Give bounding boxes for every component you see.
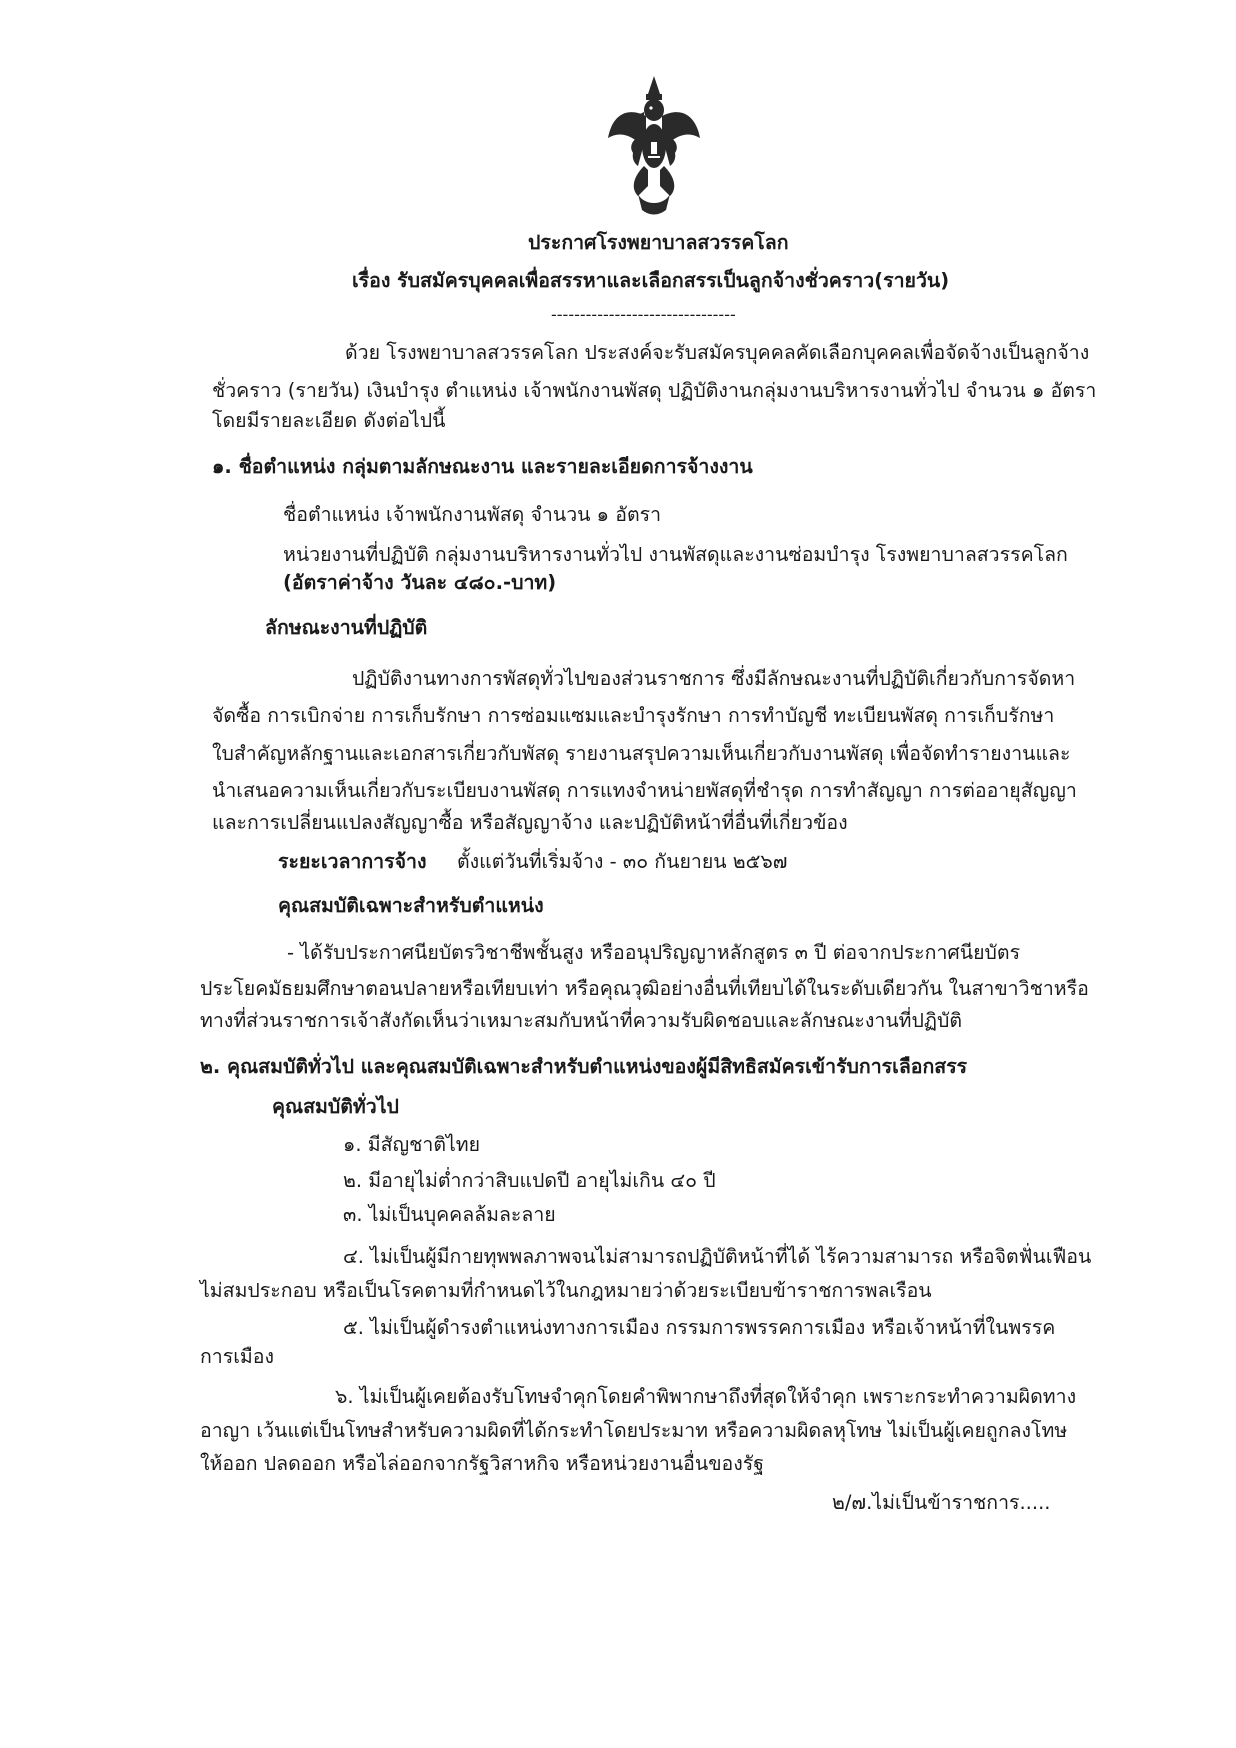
qualification-item: ๔. ไม่เป็นผู้มีกายทุพพลภาพจนไม่สามารถปฏิบัติหน้าที่ได้ ไร้ความสามารถ หรือจิตฟั่นเฟือน xyxy=(343,1245,1092,1268)
announcement-subject: เรื่อง รับสมัครบุคคลเพื่อสรรหาและเลือกสรรเป็นลูกจ้างชั่วคราว(รายวัน) xyxy=(352,269,950,292)
header-divider: -------------------------------- xyxy=(551,305,736,324)
duties-line: จัดซื้อ การเบิกจ่าย การเก็บรักษา การซ่อมแซมและบำรุงรักษา การทำบัญชี ทะเบียนพัสดุ การเก็บรักษา xyxy=(212,704,1055,727)
section-2-heading: ๒. คุณสมบัติทั่วไป และคุณสมบัติเฉพาะสำหรับตำแหน่งของผู้มีสิทธิสมัครเข้ารับการเลือกสรร xyxy=(200,1055,968,1078)
qualification-item-continued: ให้ออก ปลดออก หรือไล่ออกจากรัฐวิสาหกิจ หรือหน่วยงานอื่นของรัฐ xyxy=(200,1452,764,1475)
wage-rate: (อัตราค่าจ้าง วันละ ๔๘๐.-บาท) xyxy=(283,571,557,594)
qualification-item: ๓. ไม่เป็นบุคคลล้มละลาย xyxy=(343,1203,556,1226)
intro-line-2: ชั่วคราว (รายวัน) เงินบำรุง ตำแหน่ง เจ้าพนักงานพัสดุ ปฏิบัติงานกลุ่มงานบริหารงานทั่วไป จำนวน ๑ อัตรา xyxy=(212,379,1097,402)
intro-line-3: โดยมีรายละเอียด ดังต่อไปนี้ xyxy=(212,409,446,432)
qualification-line: - ได้รับประกาศนียบัตรวิชาชีพชั้นสูง หรืออนุปริญญาหลักสูตร ๓ ปี ต่อจากประกาศนียบัตร xyxy=(287,941,1021,964)
employment-period-label: ระยะเวลาการจ้าง xyxy=(278,850,427,873)
qualification-item: ๕. ไม่เป็นผู้ดำรงตำแหน่งทางการเมือง กรรมการพรรคการเมือง หรือเจ้าหน้าที่ในพรรค xyxy=(343,1316,1056,1339)
qualification-item-continued: ไม่สมประกอบ หรือเป็นโรคตามที่กำหนดไว้ในกฎหมายว่าด้วยระเบียบข้าราชการพลเรือน xyxy=(200,1279,932,1302)
qualification-item: ๒. มีอายุไม่ต่ำกว่าสิบแปดปี อายุไม่เกิน ๔๐ ปี xyxy=(343,1169,716,1192)
specific-qualifications-heading: คุณสมบัติเฉพาะสำหรับตำแหน่ง xyxy=(278,894,544,917)
qualification-item: ๖. ไม่เป็นผู้เคยต้องรับโทษจำคุกโดยคำพิพากษาถึงที่สุดให้จำคุก เพราะกระทำความผิดทาง xyxy=(335,1385,1077,1408)
duties-line: ใบสำคัญหลักฐานและเอกสารเกี่ยวกับพัสดุ รายงานสรุปความเห็นเกี่ยวกับงานพัสดุ เพื่อจัดทำรายงานและ xyxy=(212,742,1071,765)
duties-line: นำเสนอความเห็นเกี่ยวกับระเบียบงานพัสดุ การแทงจำหน่ายพัสดุที่ชำรุด การทำสัญญา การต่ออายุสัญญา xyxy=(212,779,1077,802)
qualification-line: ทางที่ส่วนราชการเจ้าสังกัดเห็นว่าเหมาะสมกับหน้าที่ความรับผิดชอบและลักษณะงานที่ปฏิบัติ xyxy=(200,1009,963,1032)
qualification-item-continued: การเมือง xyxy=(200,1345,274,1368)
duties-line: ปฏิบัติงานทางการพัสดุทั่วไปของส่วนราชการ ซึ่งมีลักษณะงานที่ปฏิบัติเกี่ยวกับการจัดหา xyxy=(352,667,1076,690)
employment-period-value: ตั้งแต่วันที่เริ่มจ้าง - ๓๐ กันยายน ๒๕๖๗ xyxy=(457,850,788,873)
announcement-title: ประกาศโรงพยาบาลสวรรคโลก xyxy=(528,231,789,254)
garuda-emblem-icon xyxy=(608,76,700,216)
section-1-heading: ๑. ชื่อตำแหน่ง กลุ่มตามลักษณะงาน และรายละเอียดการจ้างงาน xyxy=(212,455,753,478)
qualification-item-continued: อาญา เว้นแต่เป็นโทษสำหรับความผิดที่ได้กระทำโดยประมาท หรือความผิดลหุโทษ ไม่เป็นผู้เคยถูกลงโทษ xyxy=(200,1419,1068,1442)
position-name: ชื่อตำแหน่ง เจ้าพนักงานพัสดุ จำนวน ๑ อัตรา xyxy=(283,503,662,526)
qualification-item: ๑. มีสัญชาติไทย xyxy=(343,1133,481,1156)
duties-heading: ลักษณะงานที่ปฏิบัติ xyxy=(265,616,428,639)
intro-line-1: ด้วย โรงพยาบาลสวรรคโลก ประสงค์จะรับสมัครบุคคลคัดเลือกบุคคลเพื่อจัดจ้างเป็นลูกจ้าง xyxy=(345,341,1090,364)
duties-line: และการเปลี่ยนแปลงสัญญาซื้อ หรือสัญญาจ้าง และปฏิบัติหน้าที่อื่นที่เกี่ยวข้อง xyxy=(212,811,848,834)
continued-on-next-page: ๒/๗.ไม่เป็นข้าราชการ..... xyxy=(832,1491,1051,1514)
work-unit: หน่วยงานที่ปฏิบัติ กลุ่มงานบริหารงานทั่วไป งานพัสดุและงานซ่อมบำรุง โรงพยาบาลสวรรคโลก xyxy=(283,543,1068,566)
general-qualifications-heading: คุณสมบัติทั่วไป xyxy=(272,1095,399,1118)
qualification-line: ประโยคมัธยมศึกษาตอนปลายหรือเทียบเท่า หรือคุณวุฒิอย่างอื่นที่เทียบได้ในระดับเดียวกัน ในสาขาวิชาหรือ xyxy=(200,977,1089,1000)
